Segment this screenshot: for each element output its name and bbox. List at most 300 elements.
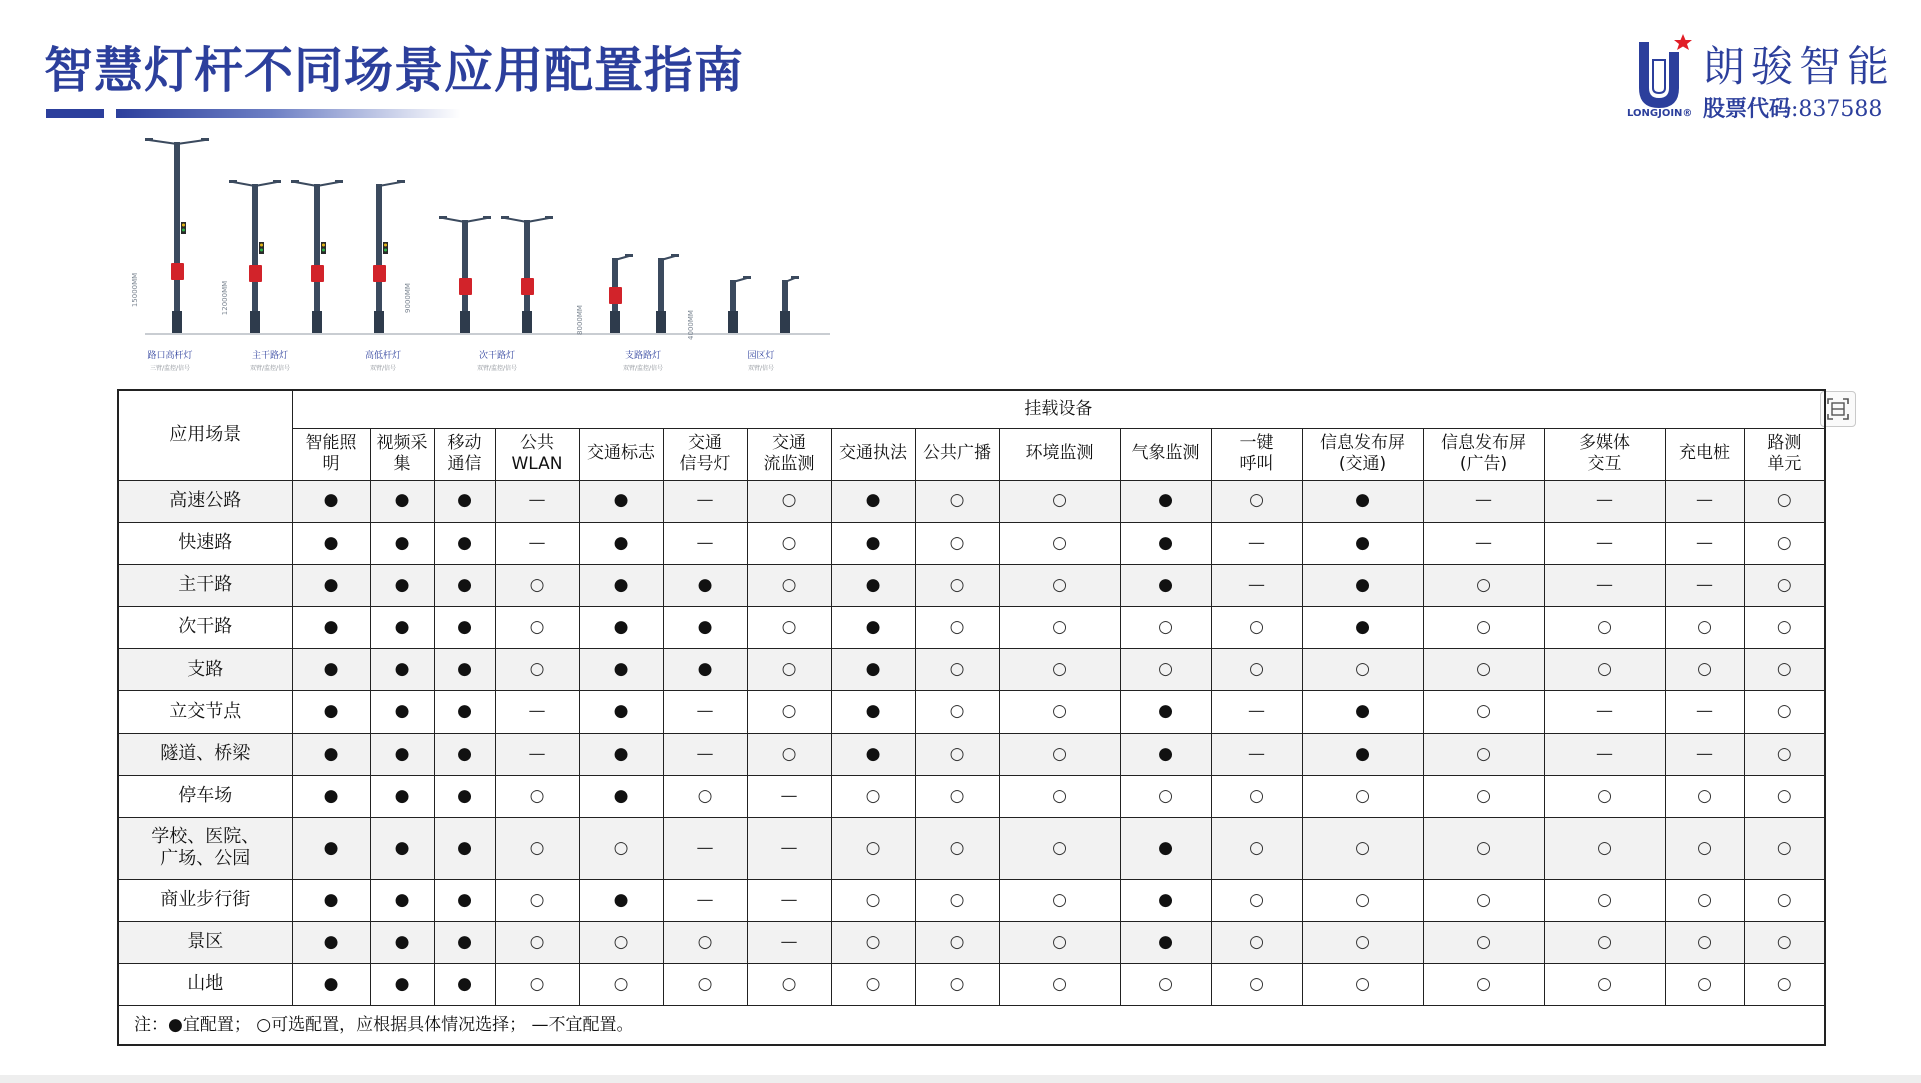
mark-recommended: ● — [434, 818, 495, 880]
mark-optional: ○ — [1302, 818, 1423, 880]
mark-optional: ○ — [915, 879, 999, 921]
column-header — [999, 428, 1120, 480]
column-header — [1120, 428, 1211, 480]
legend-row — [118, 1006, 1825, 1045]
mark-not-recommended: — — [663, 480, 747, 522]
mark-optional: ○ — [999, 522, 1120, 564]
mark-optional: ○ — [999, 775, 1120, 817]
mark-recommended: ● — [1120, 818, 1211, 880]
title-accent-bar — [46, 109, 104, 118]
column-header — [747, 428, 831, 480]
column-header-line: 集 — [393, 454, 411, 474]
mark-optional: ○ — [1744, 879, 1825, 921]
pole-height-label: 12000MM — [221, 280, 229, 316]
mark-not-recommended: — — [1665, 691, 1744, 733]
mark-optional: ○ — [1211, 964, 1302, 1006]
mark-optional: ○ — [1665, 607, 1744, 649]
pole-base — [460, 311, 470, 333]
mark-optional: ○ — [1423, 879, 1544, 921]
mark-recommended: ● — [663, 649, 747, 691]
mark-recommended: ● — [292, 775, 370, 817]
mark-optional: ○ — [1302, 964, 1423, 1006]
scene-cell — [118, 480, 292, 522]
column-header-line: (广告) — [1459, 454, 1508, 474]
equipment-group-header: 挂载设备 — [292, 390, 1825, 428]
pole-arm — [177, 140, 205, 144]
mark-optional: ○ — [1744, 607, 1825, 649]
mark-optional: ○ — [1744, 733, 1825, 775]
scene-label: 隧道、桥梁 — [160, 742, 251, 764]
mark-recommended: ● — [831, 480, 915, 522]
mark-not-recommended: — — [1544, 480, 1665, 522]
mark-recommended: ● — [1302, 522, 1423, 564]
mark-optional: ○ — [495, 964, 579, 1006]
table-row — [118, 691, 1825, 733]
scene-label: 学校、医院、 — [151, 825, 260, 847]
mark-not-recommended: — — [1211, 564, 1302, 606]
column-header-line: 交互 — [1587, 454, 1622, 474]
longjoin-logo-icon — [1625, 30, 1701, 114]
mark-recommended: ● — [579, 733, 663, 775]
mark-optional: ○ — [1544, 879, 1665, 921]
mark-not-recommended: — — [1211, 522, 1302, 564]
mark-not-recommended: — — [663, 691, 747, 733]
mark-optional: ○ — [1302, 879, 1423, 921]
scene-cell — [118, 921, 292, 963]
lamp-head — [791, 276, 799, 279]
mark-optional: ○ — [831, 775, 915, 817]
column-header-line: 交通 — [772, 432, 806, 453]
mark-recommended: ● — [292, 921, 370, 963]
mark-optional: ○ — [1423, 733, 1544, 775]
column-header-line: 流监测 — [763, 454, 815, 474]
mark-optional: ○ — [1544, 964, 1665, 1006]
mark-recommended: ● — [579, 522, 663, 564]
mark-optional: ○ — [1744, 921, 1825, 963]
mark-recommended: ● — [1302, 480, 1423, 522]
mark-recommended: ● — [579, 775, 663, 817]
mark-optional: ○ — [915, 691, 999, 733]
mark-optional: ○ — [495, 607, 579, 649]
signal-lamp — [182, 229, 185, 232]
column-header — [1544, 428, 1665, 480]
pole-type-sublabel: 双臂/信号 — [747, 365, 775, 372]
lamp-head — [291, 180, 299, 183]
column-header — [915, 428, 999, 480]
mark-not-recommended: — — [1211, 691, 1302, 733]
mark-recommended: ● — [434, 607, 495, 649]
mark-optional: ○ — [999, 733, 1120, 775]
stock-code-label: 股票代码 — [1703, 96, 1792, 122]
mark-not-recommended: — — [1544, 522, 1665, 564]
mark-recommended: ● — [370, 733, 434, 775]
scene-cell — [118, 818, 292, 880]
mark-not-recommended: — — [663, 733, 747, 775]
mark-recommended: ● — [1120, 691, 1211, 733]
lamp-head — [671, 254, 679, 257]
mark-optional: ○ — [999, 480, 1120, 522]
column-header-line: 一键 — [1239, 432, 1274, 453]
mark-recommended: ● — [434, 564, 495, 606]
mark-optional: ○ — [495, 818, 579, 880]
scene-cell — [118, 522, 292, 564]
company-logo — [1625, 30, 1895, 125]
info-screen — [609, 287, 622, 304]
lamp-head — [273, 180, 281, 183]
column-header — [1665, 428, 1744, 480]
lamp-head — [439, 216, 447, 219]
mark-recommended: ● — [292, 522, 370, 564]
mark-optional: ○ — [1544, 775, 1665, 817]
mark-recommended: ● — [370, 649, 434, 691]
mark-recommended: ● — [292, 818, 370, 880]
mark-not-recommended: — — [1423, 480, 1544, 522]
column-header — [1744, 428, 1825, 480]
mark-optional: ○ — [915, 964, 999, 1006]
pole-base — [312, 311, 322, 333]
pole-height-label: 4000MM — [687, 310, 695, 340]
mark-optional: ○ — [1665, 775, 1744, 817]
lamp-head — [145, 138, 153, 141]
table-row — [118, 733, 1825, 775]
mark-recommended: ● — [370, 879, 434, 921]
mark-optional: ○ — [747, 649, 831, 691]
scene-label: 山地 — [187, 973, 224, 995]
mark-optional: ○ — [1665, 921, 1744, 963]
mark-optional: ○ — [1423, 564, 1544, 606]
mark-recommended: ● — [292, 480, 370, 522]
pole-type-sublabel: 双臂/监控/信号 — [249, 365, 291, 372]
pole-shaft — [174, 142, 180, 333]
mark-optional: ○ — [1744, 522, 1825, 564]
mark-recommended: ● — [1120, 733, 1211, 775]
mark-recommended: ● — [434, 733, 495, 775]
scene-label: 商业步行街 — [160, 889, 251, 911]
mark-optional: ○ — [915, 818, 999, 880]
mark-recommended: ● — [579, 691, 663, 733]
pole-height-label: 15000MM — [131, 272, 139, 308]
column-header-line: 公共 — [520, 432, 554, 453]
scene-cell — [118, 649, 292, 691]
signal-lamp — [322, 249, 325, 252]
mark-optional: ○ — [747, 480, 831, 522]
pole-arm — [149, 140, 177, 144]
column-header-line: 多媒体 — [1579, 432, 1630, 453]
signal-lamp — [260, 249, 263, 252]
mark-optional: ○ — [1544, 649, 1665, 691]
mark-optional: ○ — [747, 733, 831, 775]
mark-not-recommended: — — [1423, 522, 1544, 564]
header-row-group — [118, 390, 1825, 428]
mark-recommended: ● — [434, 480, 495, 522]
mark-recommended: ● — [292, 733, 370, 775]
column-header-line: 信号灯 — [679, 454, 731, 474]
pole-shaft — [314, 184, 320, 333]
column-header-line: 视频采 — [376, 432, 428, 453]
signal-lamp — [322, 244, 325, 247]
column-header-line: 公共广播 — [923, 443, 991, 464]
scene-column-header: 应用场景 — [118, 390, 292, 480]
column-header-line: 单元 — [1767, 454, 1802, 474]
pole-type-sublabel: 双臂/信号 — [369, 365, 397, 372]
column-header — [495, 428, 579, 480]
table-row — [118, 480, 1825, 522]
mark-optional: ○ — [999, 879, 1120, 921]
mark-recommended: ● — [434, 649, 495, 691]
mark-recommended: ● — [292, 691, 370, 733]
column-header-line: (交通) — [1338, 454, 1387, 474]
mark-not-recommended: — — [663, 818, 747, 880]
column-header — [1211, 428, 1302, 480]
column-header — [292, 428, 370, 480]
pole-shaft — [376, 184, 382, 333]
mark-optional: ○ — [1423, 649, 1544, 691]
mark-recommended: ● — [831, 649, 915, 691]
pole-shaft — [252, 184, 258, 333]
mark-not-recommended: — — [663, 522, 747, 564]
mark-not-recommended: — — [663, 879, 747, 921]
pole-base — [780, 311, 790, 333]
mark-optional: ○ — [1211, 607, 1302, 649]
table-row — [118, 964, 1825, 1006]
mark-optional: ○ — [1744, 964, 1825, 1006]
mark-not-recommended: — — [747, 775, 831, 817]
mark-recommended: ● — [434, 879, 495, 921]
lamp-head — [483, 216, 491, 219]
bottom-strip — [0, 1075, 1921, 1083]
pole-type-label: 主干路灯 — [251, 351, 289, 361]
mark-optional: ○ — [999, 607, 1120, 649]
mark-recommended: ● — [1302, 607, 1423, 649]
pole-type-label: 园区灯 — [747, 351, 775, 361]
signal-lamp — [384, 244, 387, 247]
mark-not-recommended: — — [1665, 480, 1744, 522]
title-gradient-bar — [116, 109, 461, 118]
mark-optional: ○ — [1120, 649, 1211, 691]
mark-not-recommended: — — [1211, 733, 1302, 775]
column-header — [434, 428, 495, 480]
lamp-head — [397, 180, 405, 183]
mark-recommended: ● — [579, 607, 663, 649]
column-header-line: 通信 — [447, 454, 482, 474]
info-screen — [171, 263, 184, 280]
mark-recommended: ● — [579, 480, 663, 522]
mark-optional: ○ — [831, 964, 915, 1006]
lamp-head — [545, 216, 553, 219]
mark-optional: ○ — [663, 964, 747, 1006]
mark-not-recommended: — — [1665, 564, 1744, 606]
mark-optional: ○ — [999, 564, 1120, 606]
mark-optional: ○ — [1120, 775, 1211, 817]
pole-base — [728, 311, 738, 333]
configuration-table — [117, 389, 1826, 1046]
mark-recommended: ● — [663, 564, 747, 606]
pole-base — [374, 311, 384, 333]
pole-type-sublabel: 双臂/监控/信号 — [476, 365, 518, 372]
legend-note: 注：●宜配置； ○可选配置，应根据具体情况选择； —不宜配置。 — [118, 1006, 1825, 1045]
mark-optional: ○ — [495, 564, 579, 606]
column-header — [831, 428, 915, 480]
mark-optional: ○ — [1211, 818, 1302, 880]
mark-recommended: ● — [370, 775, 434, 817]
mark-recommended: ● — [434, 522, 495, 564]
mark-optional: ○ — [999, 649, 1120, 691]
scene-cell — [118, 775, 292, 817]
mark-optional: ○ — [747, 607, 831, 649]
scene-cell — [118, 964, 292, 1006]
pole-base — [172, 311, 182, 333]
mark-optional: ○ — [1544, 921, 1665, 963]
mark-recommended: ● — [831, 522, 915, 564]
mark-recommended: ● — [663, 607, 747, 649]
info-screen — [521, 278, 534, 295]
table-row — [118, 649, 1825, 691]
signal-lamp — [384, 249, 387, 252]
column-header — [370, 428, 434, 480]
info-screen — [373, 265, 386, 282]
stock-code — [1703, 92, 1882, 123]
column-header-line: 交通执法 — [839, 443, 907, 464]
mark-not-recommended: — — [747, 921, 831, 963]
scene-label: 广场、公园 — [160, 848, 251, 870]
mark-optional: ○ — [1302, 649, 1423, 691]
mark-optional: ○ — [1211, 921, 1302, 963]
lamp-head — [201, 138, 209, 141]
lamp-head — [229, 180, 237, 183]
column-header-line: 环境监测 — [1025, 443, 1094, 464]
mark-optional: ○ — [1665, 649, 1744, 691]
mark-optional: ○ — [1120, 964, 1211, 1006]
pole-base — [656, 311, 666, 333]
mark-optional: ○ — [747, 964, 831, 1006]
mark-recommended: ● — [434, 964, 495, 1006]
scene-label: 支路 — [187, 658, 224, 680]
pole-type-sublabel: 双臂/监控/信号 — [622, 365, 664, 372]
stock-code-value: :837588 — [1791, 97, 1883, 122]
scene-cell — [118, 607, 292, 649]
mark-recommended: ● — [1120, 480, 1211, 522]
mark-optional: ○ — [999, 964, 1120, 1006]
mark-optional: ○ — [1423, 921, 1544, 963]
mark-optional: ○ — [747, 564, 831, 606]
table-row — [118, 879, 1825, 921]
mark-not-recommended: — — [495, 733, 579, 775]
column-header-line: 信息发布屏 — [1441, 432, 1526, 453]
lamp-head — [743, 276, 751, 279]
mark-recommended: ● — [370, 691, 434, 733]
mark-recommended: ● — [370, 964, 434, 1006]
mark-recommended: ● — [1120, 921, 1211, 963]
mark-optional: ○ — [915, 480, 999, 522]
column-header-line: WLAN — [511, 454, 563, 474]
mark-optional: ○ — [1744, 775, 1825, 817]
mark-optional: ○ — [495, 649, 579, 691]
mark-optional: ○ — [1423, 818, 1544, 880]
mark-recommended: ● — [370, 818, 434, 880]
column-header-line: 呼叫 — [1239, 454, 1274, 474]
pole-base — [522, 311, 532, 333]
mark-recommended: ● — [579, 564, 663, 606]
mark-optional: ○ — [831, 818, 915, 880]
column-header — [1302, 428, 1423, 480]
scene-label: 主干路 — [178, 574, 233, 596]
mark-optional: ○ — [1744, 691, 1825, 733]
mark-recommended: ● — [579, 879, 663, 921]
mark-optional: ○ — [1665, 879, 1744, 921]
column-header-line: 气象监测 — [1131, 443, 1200, 464]
info-screen — [459, 278, 472, 295]
scene-cell — [118, 564, 292, 606]
mark-recommended: ● — [370, 522, 434, 564]
pole-height-label: 9000MM — [404, 283, 412, 313]
mark-optional: ○ — [1665, 964, 1744, 1006]
mark-optional: ○ — [747, 522, 831, 564]
pole-illustrations — [125, 130, 830, 375]
mark-optional: ○ — [915, 733, 999, 775]
column-header-line: 信息发布屏 — [1320, 432, 1405, 453]
mark-optional: ○ — [1544, 607, 1665, 649]
info-screen — [249, 265, 262, 282]
column-header-line: 移动 — [447, 432, 482, 453]
mark-recommended: ● — [292, 879, 370, 921]
mark-optional: ○ — [663, 921, 747, 963]
page-title: 智慧灯杆不同场景应用配置指南 — [44, 42, 745, 99]
mark-recommended: ● — [370, 607, 434, 649]
scene-cell — [118, 733, 292, 775]
mark-optional: ○ — [1423, 607, 1544, 649]
mark-optional: ○ — [1211, 775, 1302, 817]
mark-optional: ○ — [579, 818, 663, 880]
mark-optional: ○ — [1423, 691, 1544, 733]
mark-optional: ○ — [1423, 775, 1544, 817]
mark-not-recommended: — — [1544, 564, 1665, 606]
table-row — [118, 564, 1825, 606]
mark-optional: ○ — [1302, 921, 1423, 963]
mark-recommended: ● — [1302, 691, 1423, 733]
lamp-head — [501, 216, 509, 219]
mark-recommended: ● — [831, 607, 915, 649]
mark-recommended: ● — [1302, 733, 1423, 775]
mark-recommended: ● — [292, 649, 370, 691]
mark-recommended: ● — [434, 775, 495, 817]
column-header — [663, 428, 747, 480]
pole-base — [250, 311, 260, 333]
scene-label: 立交节点 — [169, 700, 242, 722]
pole-base — [610, 311, 620, 333]
mark-optional: ○ — [1544, 818, 1665, 880]
mark-optional: ○ — [579, 921, 663, 963]
mark-recommended: ● — [579, 649, 663, 691]
mark-optional: ○ — [915, 564, 999, 606]
signal-lamp — [260, 244, 263, 247]
mark-not-recommended: — — [1544, 691, 1665, 733]
mark-optional: ○ — [1665, 818, 1744, 880]
pole-type-label: 支路路灯 — [624, 351, 662, 361]
pole-type-label: 路口高杆灯 — [147, 351, 193, 361]
column-header-line: 明 — [322, 454, 340, 474]
column-header — [1423, 428, 1544, 480]
mark-not-recommended: — — [1665, 733, 1744, 775]
mark-optional: ○ — [999, 818, 1120, 880]
scene-cell — [118, 691, 292, 733]
mark-recommended: ● — [1120, 879, 1211, 921]
mark-optional: ○ — [915, 921, 999, 963]
mark-optional: ○ — [831, 921, 915, 963]
company-name: 朗骏智能 — [1703, 42, 1896, 91]
mark-optional: ○ — [663, 775, 747, 817]
mark-not-recommended: — — [495, 522, 579, 564]
mark-optional: ○ — [495, 921, 579, 963]
